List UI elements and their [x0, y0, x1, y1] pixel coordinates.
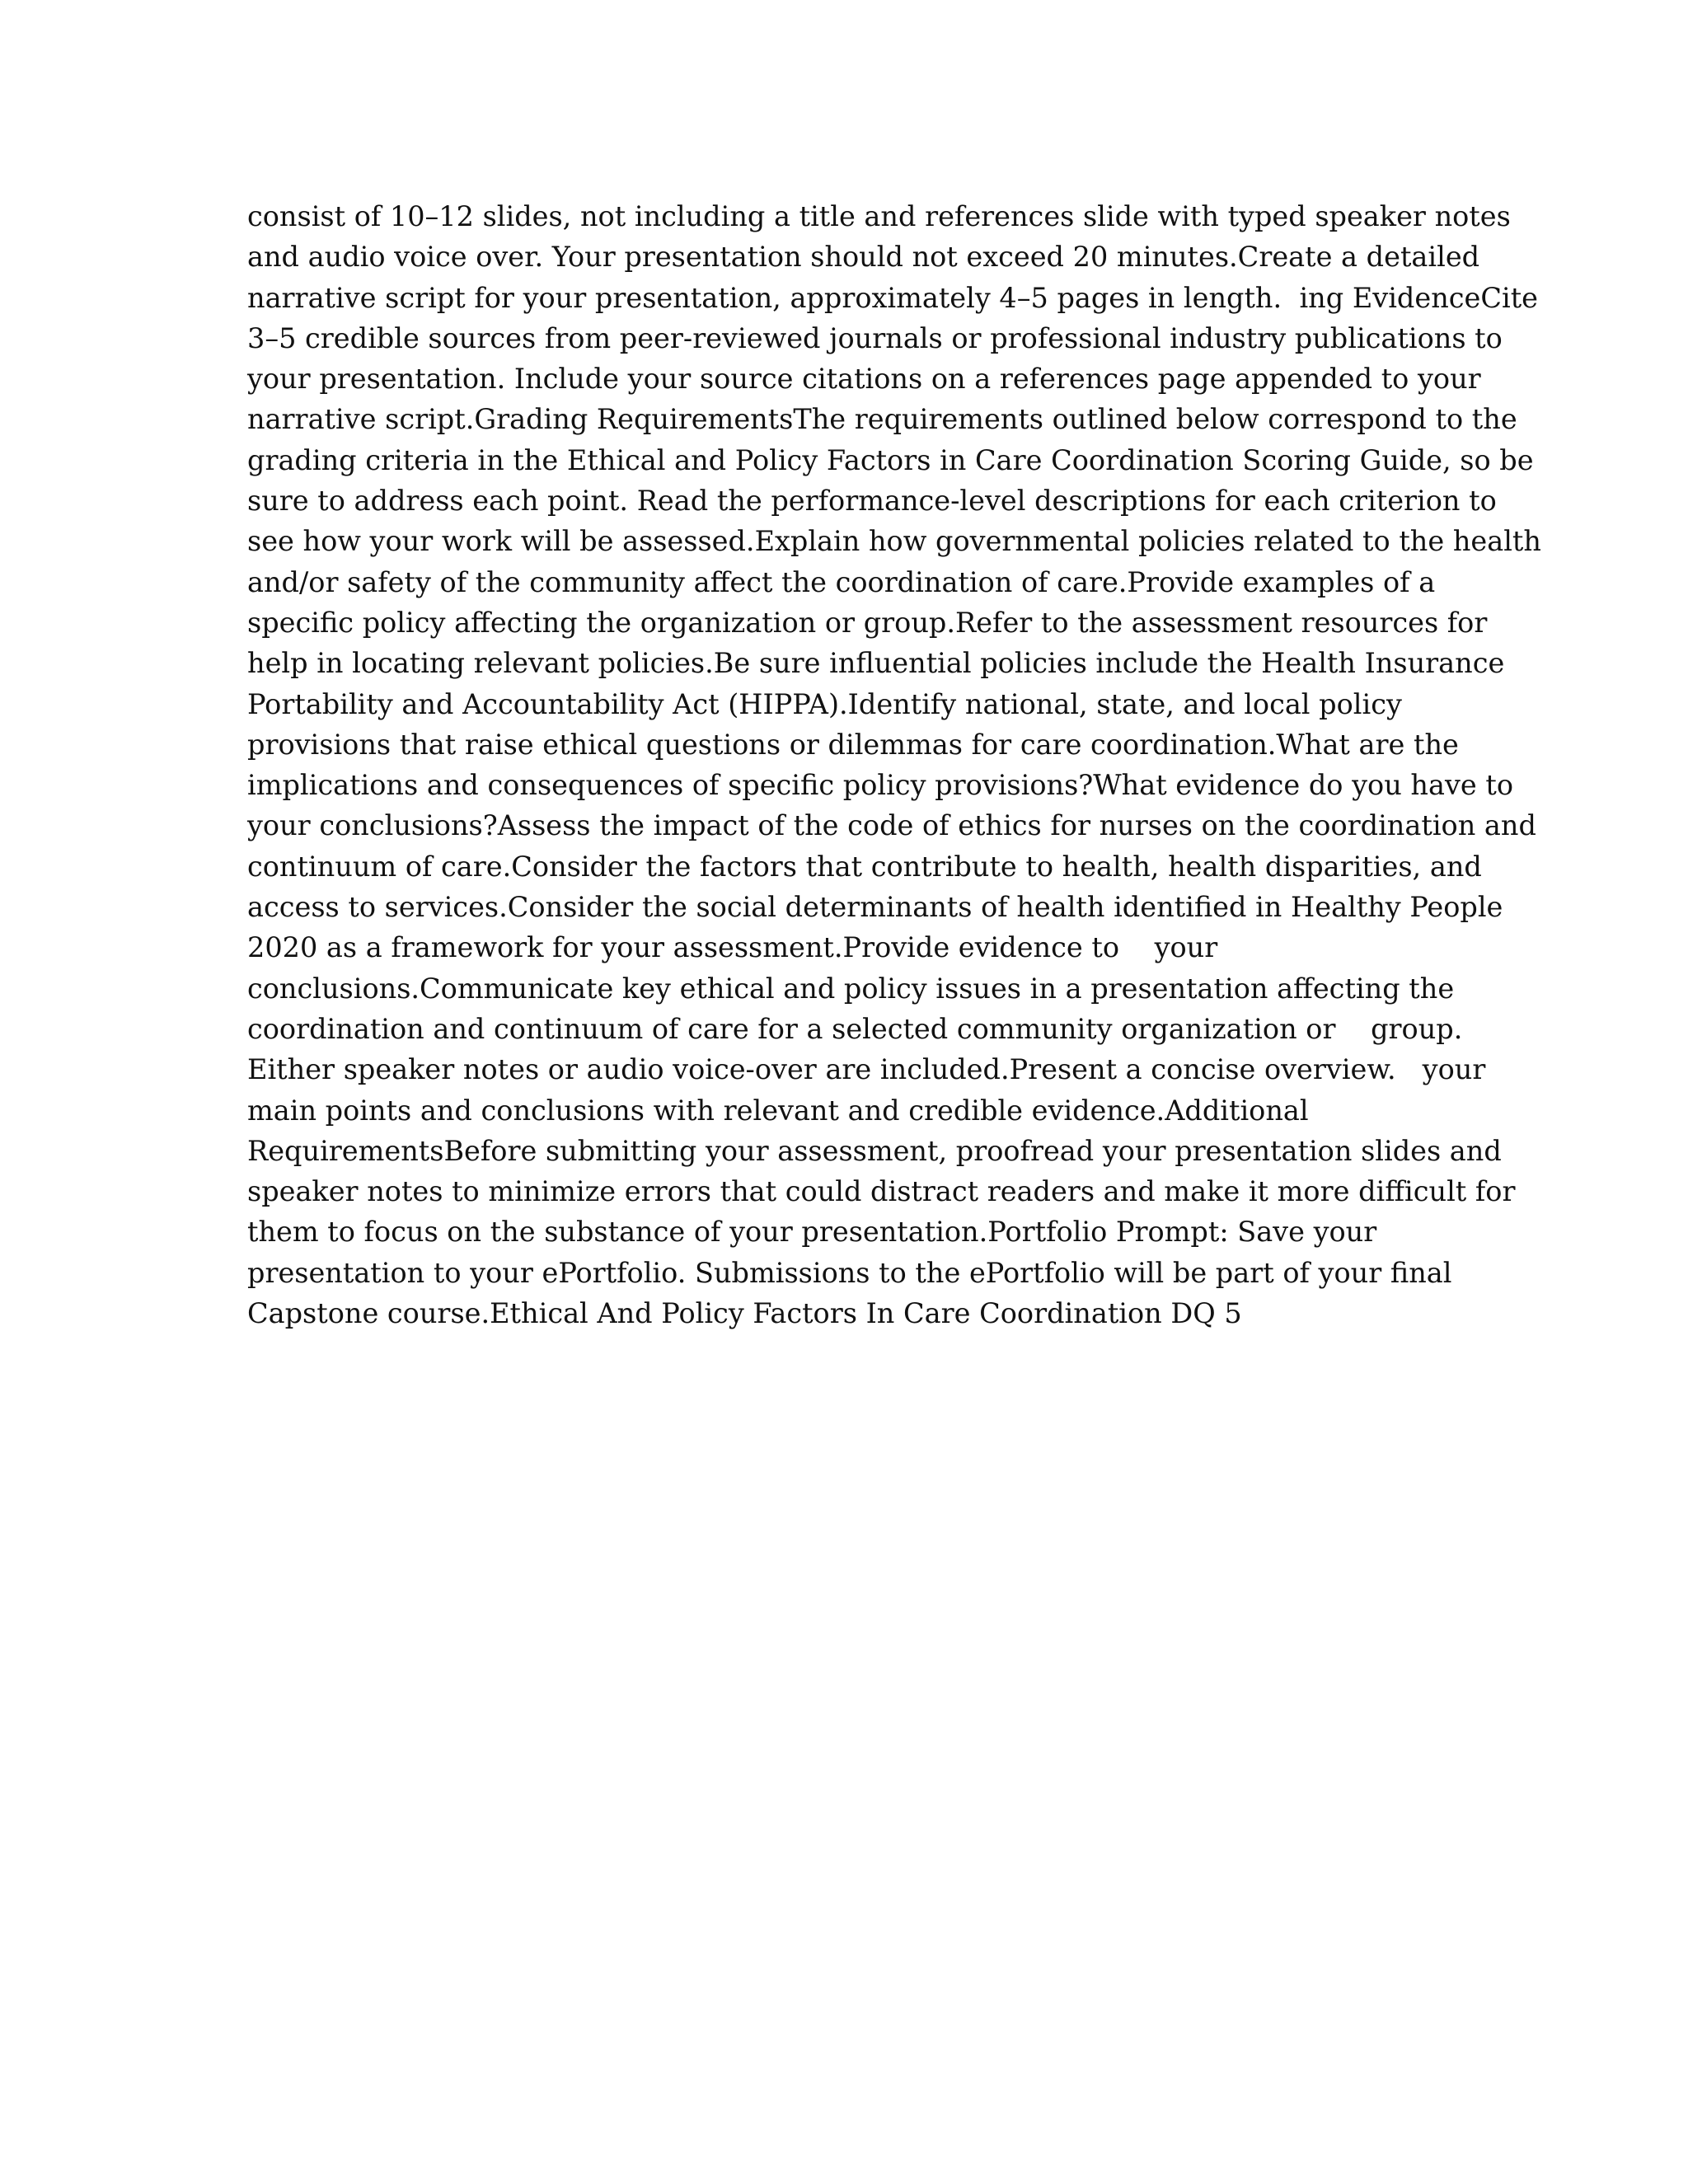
text-line: conclusions.Communicate key ethical and policy issues in a presentation affecting the	[247, 972, 1455, 1005]
text-line: coordination and continuum of care for a selected community organization or group.	[247, 1012, 1463, 1045]
text-line: see how your work will be assessed.Explain how governmental policies related to the health	[247, 525, 1541, 558]
text-line: presentation to your ePortfolio. Submissions to the ePortfolio will be part of your final	[247, 1256, 1452, 1289]
text-line: access to services.Consider the social determinants of health identified in Healthy People	[247, 891, 1503, 924]
body-text	[247, 196, 1541, 1333]
text-line: 2020 as a framework for your assessment.Provide evidence to your	[247, 931, 1218, 964]
text-line: narrative script.Grading RequirementsThe requirements outlined below correspond to the	[247, 403, 1517, 436]
text-line: specific policy affecting the organization or group.Refer to the assessment resources for	[247, 606, 1488, 639]
text-line: provisions that raise ethical questions or dilemmas for care coordination.What are the	[247, 728, 1459, 761]
text-line: Capstone course.Ethical And Policy Factors In Care Coordination DQ 5	[247, 1297, 1242, 1330]
text-line: 3–5 credible sources from peer-reviewed journals or professional industry publications to	[247, 321, 1503, 354]
text-line: and audio voice over. Your presentation should not exceed 20 minutes.Create a detailed	[247, 241, 1480, 274]
text-line: continuum of care.Consider the factors that contribute to health, health disparities, and	[247, 850, 1482, 883]
text-line: your presentation. Include your source citations on a references page appended to your	[247, 363, 1481, 396]
text-line: speaker notes to minimize errors that could distract readers and make it more difficult for	[247, 1175, 1516, 1208]
text-line: Either speaker notes or audio voice-over are included.Present a concise overview. your	[247, 1053, 1486, 1086]
text-line: your conclusions?Assess the impact of the code of ethics for nurses on the coordination and	[247, 809, 1536, 842]
text-line: narrative script for your presentation, approximately 4–5 pages in length. ing EvidenceCite	[247, 281, 1538, 314]
text-line: main points and conclusions with relevant and credible evidence.Additional	[247, 1094, 1309, 1127]
text-line: sure to address each point. Read the performance-level descriptions for each criterion to	[247, 485, 1497, 518]
text-line: and/or safety of the community affect the coordination of care.Provide examples of a	[247, 565, 1436, 598]
text-line: Portability and Accountability Act (HIPPA).Identify national, state, and local policy	[247, 687, 1402, 720]
text-line: help in locating relevant policies.Be sure influential policies include the Health Insurance	[247, 647, 1505, 680]
text-line: them to focus on the substance of your presentation.Portfolio Prompt: Save your	[247, 1216, 1377, 1249]
text-line: consist of 10–12 slides, not including a title and references slide with typed speaker notes	[247, 200, 1511, 232]
text-line: grading criteria in the Ethical and Policy Factors in Care Coordination Scoring Guide, so be	[247, 443, 1534, 476]
text-line: implications and consequences of specific policy provisions?What evidence do you have to	[247, 769, 1514, 802]
text-line: RequirementsBefore submitting your assessment, proofread your presentation slides and	[247, 1134, 1502, 1167]
